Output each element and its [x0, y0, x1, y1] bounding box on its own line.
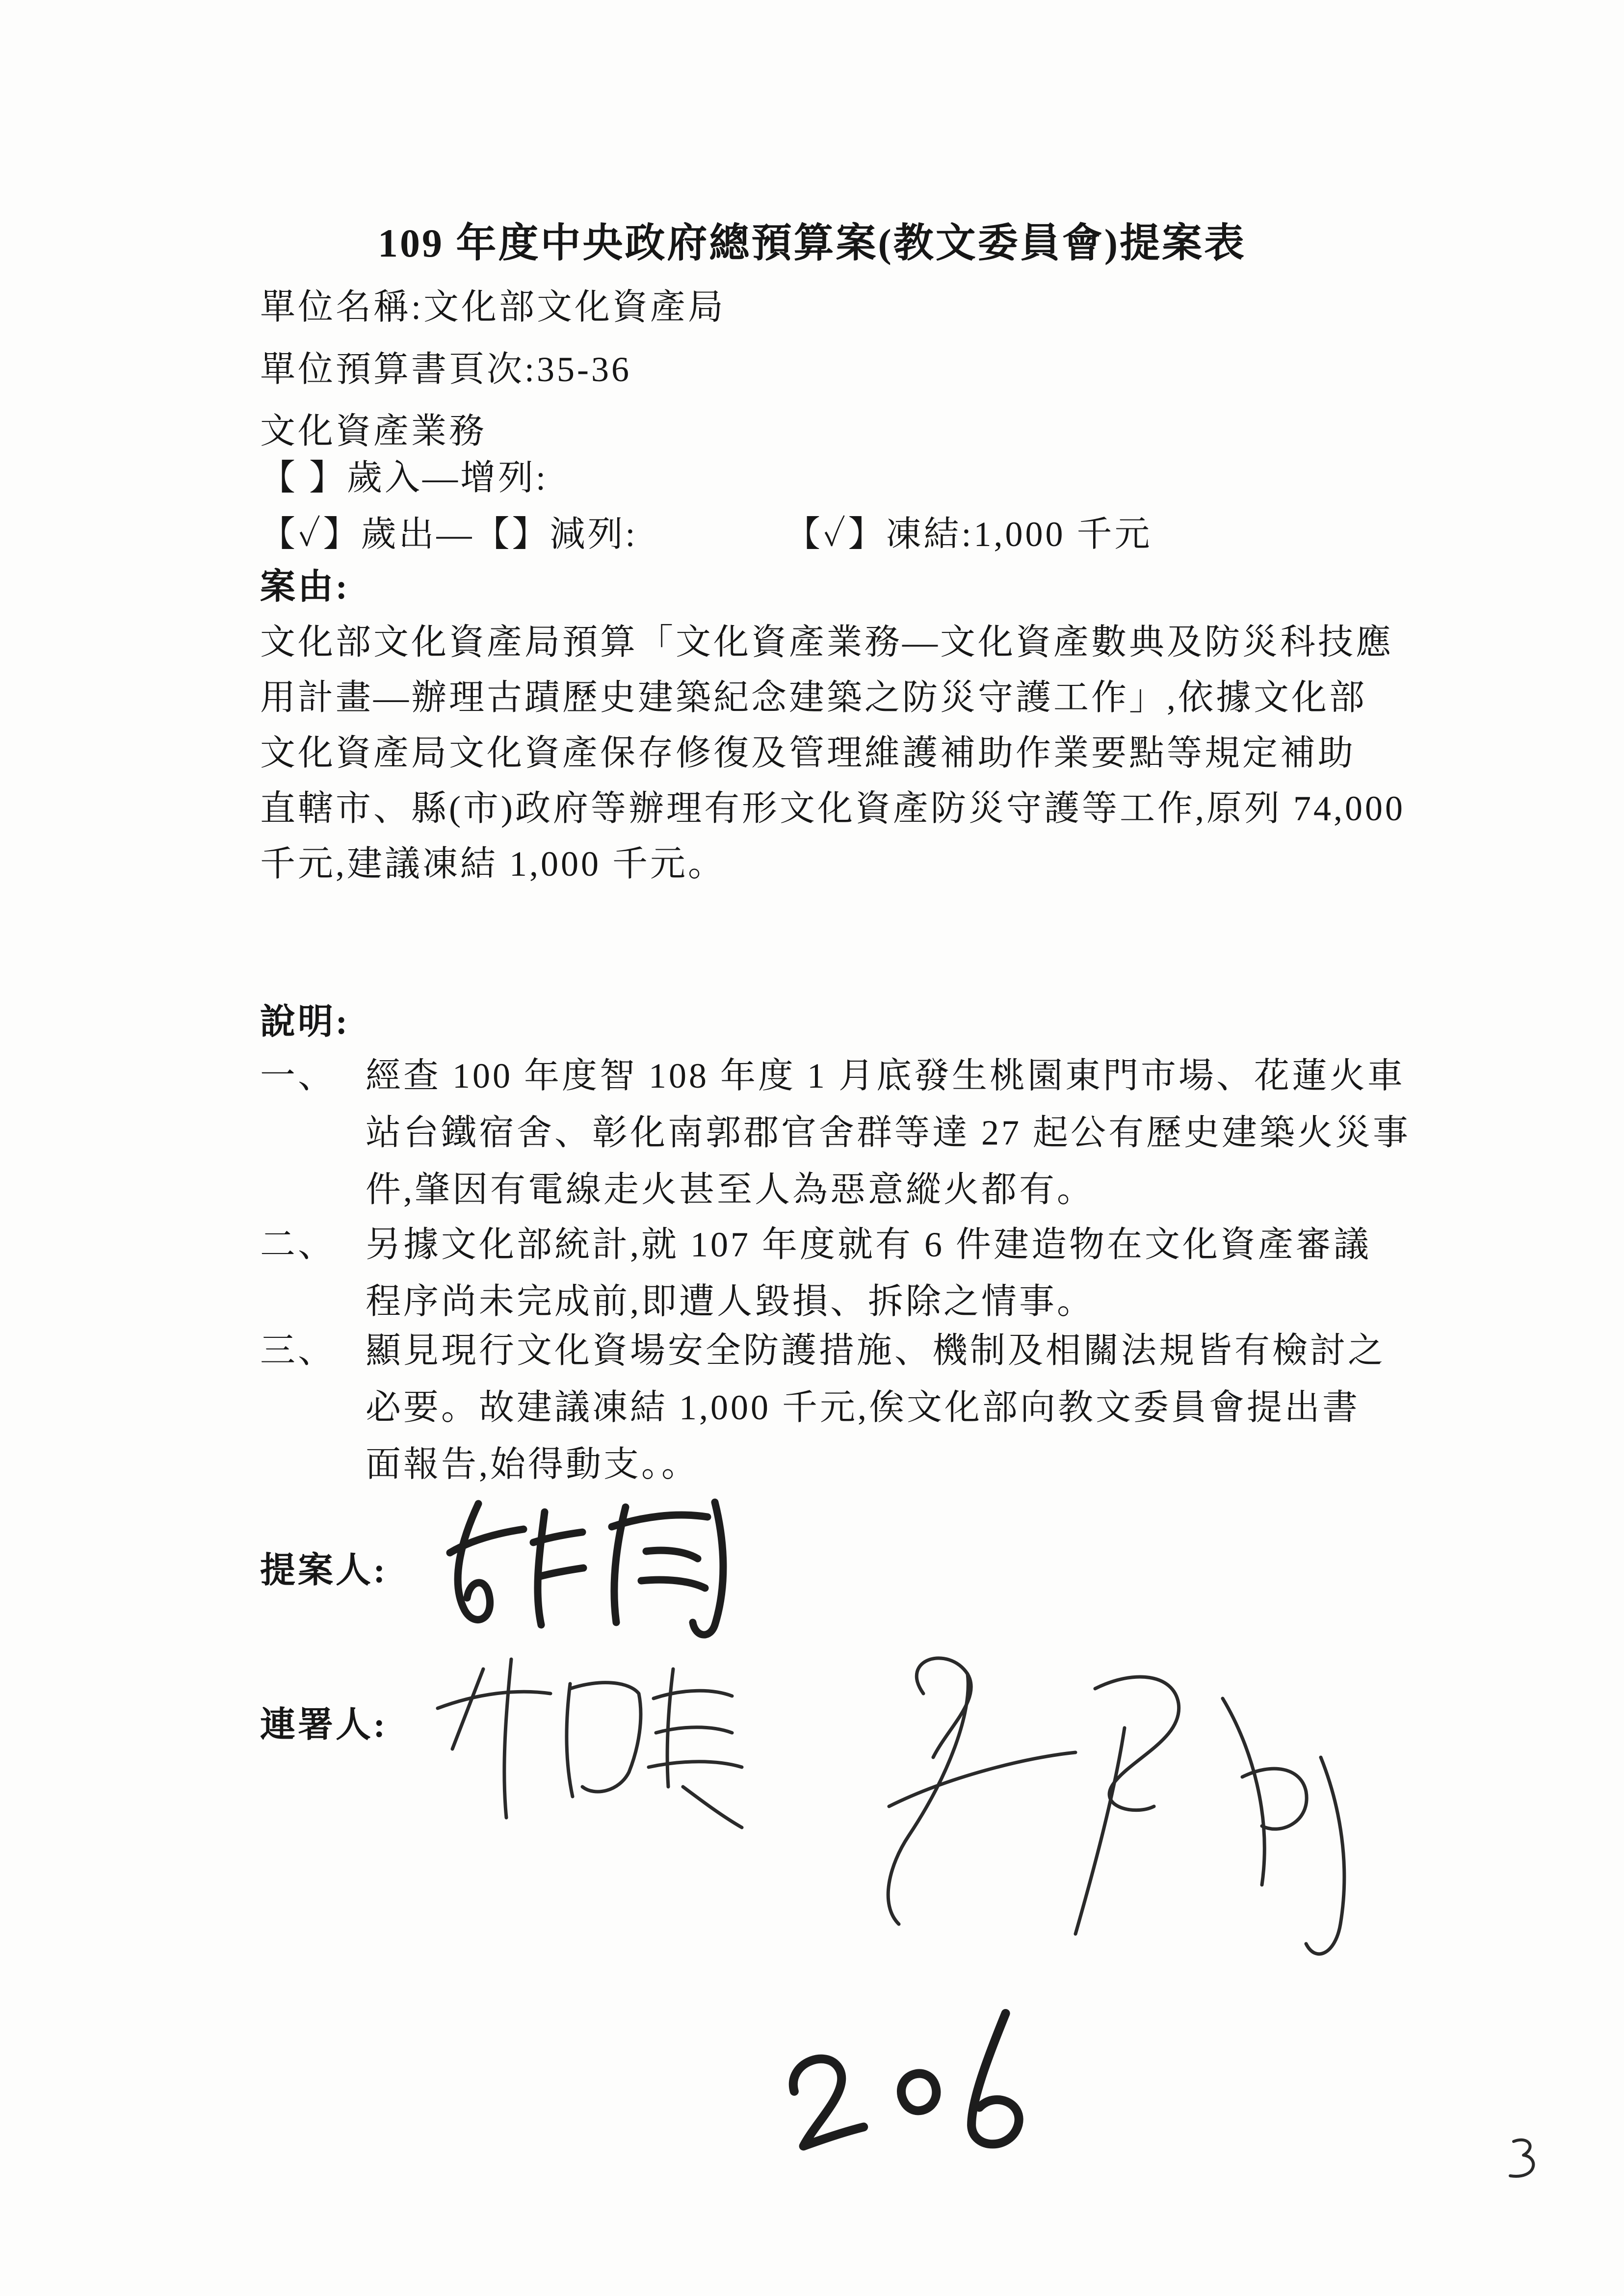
- case-line: 文化資產局文化資產保存修復及管理維護補助作業要點等規定補助: [260, 733, 1356, 773]
- business-category-line: 文化資產業務: [260, 412, 487, 451]
- document-title: 109 年度中央政府總預算案(教文委員會)提案表: [377, 221, 1247, 265]
- corner-page-mark: [1501, 2132, 1550, 2191]
- case-line: 文化部文化資產局預算「文化資產業務—文化資產數典及防災科技應: [260, 623, 1394, 662]
- proposer-label: 提案人:: [260, 1551, 388, 1590]
- checkbox-row-freeze: 【✓】凍結:1,000 千元: [785, 515, 1153, 554]
- explain-item-line: 面報告,始得動支。。: [366, 1445, 700, 1484]
- cosigner-signature-2: [819, 1629, 1388, 2021]
- explanation-label: 說明:: [260, 1002, 350, 1042]
- explain-item-line: 件,肇因有電線走火甚至人為惡意縱火都有。: [366, 1170, 1095, 1209]
- unit-name-line: 單位名稱:文化部文化資產局: [260, 287, 726, 327]
- explain-item-line: 程序尚未完成前,即遭人毀損、拆除之情事。: [366, 1282, 1095, 1321]
- checkbox-row-revenue: 【 】歲入—增列:: [260, 458, 549, 497]
- case-line: 千元,建議凍結 1,000 千元。: [260, 844, 726, 884]
- explain-item-line: 站台鐵宿舍、彰化南郭郡官舍群等達 27 起公有歷史建築火災事: [366, 1113, 1411, 1152]
- explain-item-line: 另據文化部統計,就 107 年度就有 6 件建造物在文化資產審議: [366, 1225, 1372, 1264]
- explain-item-line: 顯見現行文化資場安全防護措施、機制及相關法規皆有檢討之: [366, 1331, 1386, 1370]
- case-reason-label: 案由:: [260, 567, 350, 606]
- explain-item-number: 一、: [260, 1056, 336, 1096]
- cosigner-label: 連署人:: [260, 1705, 388, 1745]
- cosigner-signature-1: [407, 1639, 790, 1850]
- case-line: 用計畫—辦理古蹟歷史建築紀念建築之防災守護工作」,依據文化部: [260, 678, 1367, 717]
- checkbox-row-expenditure: 【✓】歲出—【】減列:: [260, 515, 638, 554]
- case-line: 直轄市、縣(市)政府等辦理有形文化資產防災守護等工作,原列 74,000: [260, 789, 1405, 828]
- proposer-signature: [419, 1482, 783, 1653]
- explain-item-number: 二、: [260, 1225, 336, 1264]
- explain-item-number: 三、: [260, 1331, 336, 1370]
- explain-item-line: 經查 100 年度智 108 年度 1 月底發生桃園東門市場、花蓮火車: [366, 1056, 1406, 1096]
- handwritten-page-number: [758, 2007, 1092, 2173]
- budget-book-page-line: 單位預算書頁次:35-36: [260, 350, 631, 389]
- explain-item-line: 必要。故建議凍結 1,000 千元,俟文化部向教文委員會提出書: [366, 1388, 1361, 1427]
